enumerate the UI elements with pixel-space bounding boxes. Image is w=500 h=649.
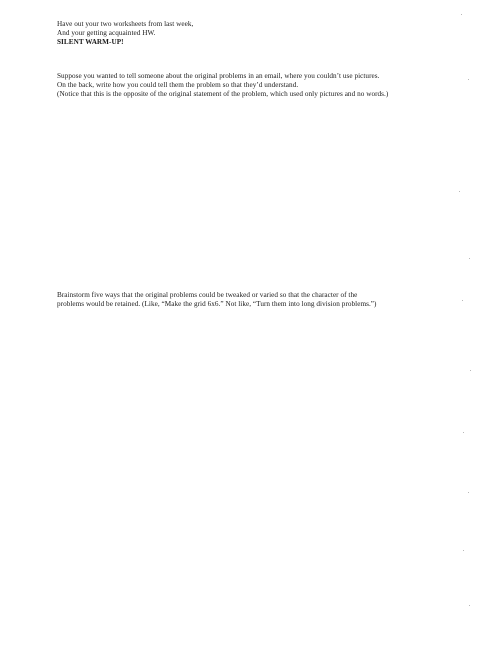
scan-speck [459, 191, 460, 192]
suppose-line-email: Suppose you wanted to tell someone about the original problems in an email, where you couldn’t use pictures. [57, 72, 380, 80]
brainstorm-line-tweak: Brainstorm five ways that the original problems could be tweaked or varied so that the character of the [57, 291, 358, 299]
warmup-instructions [57, 20, 487, 48]
scan-speck [469, 605, 470, 606]
warmup-line-homework: And your getting acquainted HW. [57, 29, 156, 38]
suppose-line-notice: (Notice that this is the opposite of the original statement of the problem, which used only pictures and no words.) [57, 90, 389, 99]
email-description-prompt [57, 72, 487, 100]
brainstorm-prompt [57, 291, 487, 309]
brainstorm-line-examples: problems would be retained. (Like, “Make the grid 6x6.” Not like, “Turn them into long division problems.”) [57, 300, 377, 309]
scan-speck [463, 432, 464, 433]
scan-speck [462, 300, 463, 301]
scan-speck [468, 79, 469, 80]
scan-speck [468, 492, 469, 493]
silent-warmup-heading: SILENT WARM-UP! [57, 38, 124, 47]
scan-speck [470, 370, 471, 371]
scan-speck [461, 14, 462, 15]
warmup-line-worksheets: Have out your two worksheets from last week, [57, 20, 194, 28]
scan-speck [469, 258, 470, 259]
scan-speck [463, 550, 464, 551]
suppose-line-back: On the back, write how you could tell them the problem so that they’d understand. [57, 81, 299, 90]
